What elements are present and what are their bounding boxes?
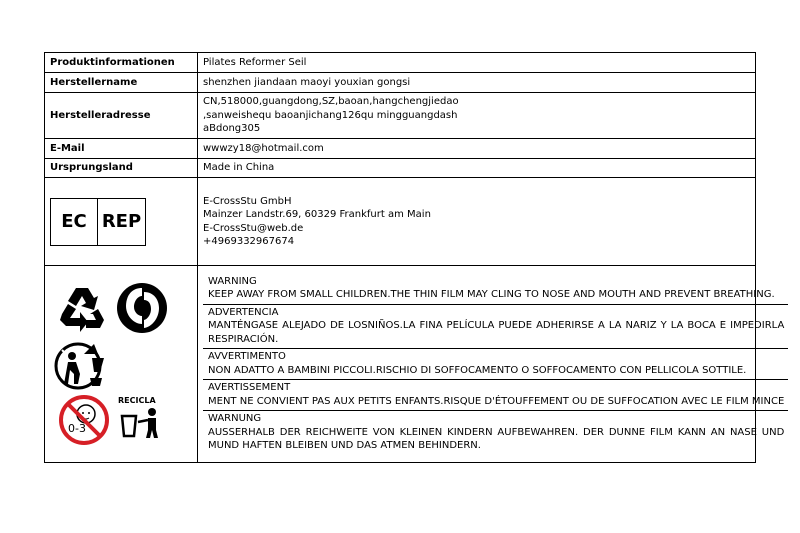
warning-block [203,380,788,411]
green-dot-icon [116,282,168,334]
age-label: 0-3 [68,422,86,435]
warning-text: MENT NE CONVIENT PAS AUX PETITS ENFANTS.RISQUE D'ÉTOUFFEMENT OU DE SUFFOCATION AVEC LE FILM MINCE [208,395,785,407]
warning-block [203,411,788,455]
ec-rep-line: Mainzer Landstr.69, 60329 Frankfurt am Main [203,209,431,220]
warning-block [203,274,788,305]
ec-rep-rep: REP [101,210,142,232]
warnings-cell [198,266,785,463]
ec-rep-line: +4969332967674 [203,236,295,247]
warning-title: WARNUNG [208,413,262,424]
email-value: wwwzy18@hotmail.com [198,139,756,159]
ec-rep-line: E-CrossStu GmbH [203,195,292,207]
recycle-icon [56,284,108,334]
warning-block [203,349,788,380]
warnings-row [45,266,756,463]
address-row [45,93,756,139]
ec-rep-row [45,178,756,266]
manufacturer-value: shenzhen jiandaan maoyi youxian gongsi [198,73,756,93]
recicla-bin-icon [118,406,164,440]
ec-rep-ec: EC [51,199,98,245]
product-info-table [44,52,785,463]
icons-panel [50,266,202,462]
warning-title: AVERTISSEMENT [208,382,291,393]
product-value: Pilates Reformer Seil [198,53,756,73]
warning-text: KEEP AWAY FROM SMALL CHILDREN.THE THIN FILM MAY CLING TO NOSE AND MOUTH AND PREVENT BREATHING. [208,289,775,300]
address-line: aBdong305 [203,123,261,135]
tidyman-icon [54,340,108,390]
warning-title: AVVERTIMENTO [208,351,286,362]
warnings-table [203,274,788,455]
ec-rep-details [198,178,756,266]
address-value [198,93,756,139]
product-row [45,53,756,73]
address-line: ,sanweishequ baoanjichang126qu mingguangdash [203,109,458,121]
origin-value: Made in China [198,159,756,178]
ec-rep-line: E-CrossStu@web.de [203,222,304,234]
warning-block [203,304,788,349]
warning-title: ADVERTENCIA [208,306,279,318]
address-label: Herstelleradresse [45,93,198,139]
origin-row [45,159,756,178]
manufacturer-label: Herstellername [45,73,198,93]
warning-text: MANTÉNGASE ALEJADO DE LOSNIÑOS.LA FINA PELÍCULA PUEDE ADHERIRSE A LA NARIZ Y LA BOCA E IMPEDIRLA RESPIRACIÓN. [208,320,785,345]
warning-text: NON ADATTO A BAMBINI PICCOLI.RISCHIO DI SOFFOCAMENTO O SOFFOCAMENTO CON PELLICOLA SOTTILE. [208,364,747,376]
no-children-0-3-icon [58,394,110,446]
warning-title: WARNING [208,275,257,287]
address-line: CN,518000,guangdong,SZ,baoan,hangchengjiedao [203,96,459,108]
ec-rep-symbol-cell [45,178,198,266]
email-label: E-Mail [45,139,198,159]
manufacturer-row [45,73,756,93]
ec-rep-symbol [50,198,146,246]
warning-text: AUSSERHALB DER REICHWEITE VON KLEINEN KINDERN AUFBEWAHREN. DER DUNNE FILM KANN AN NASE UND MUND HAFTEN BLEIBEN UND DAS ATMEN BEHINDERN. [208,426,785,451]
recicla-label: RECICLA [118,396,156,405]
origin-label: Ursprungsland [45,159,198,178]
email-row [45,139,756,159]
product-label: Produktinformationen [45,53,198,73]
icon-cell [45,266,198,463]
